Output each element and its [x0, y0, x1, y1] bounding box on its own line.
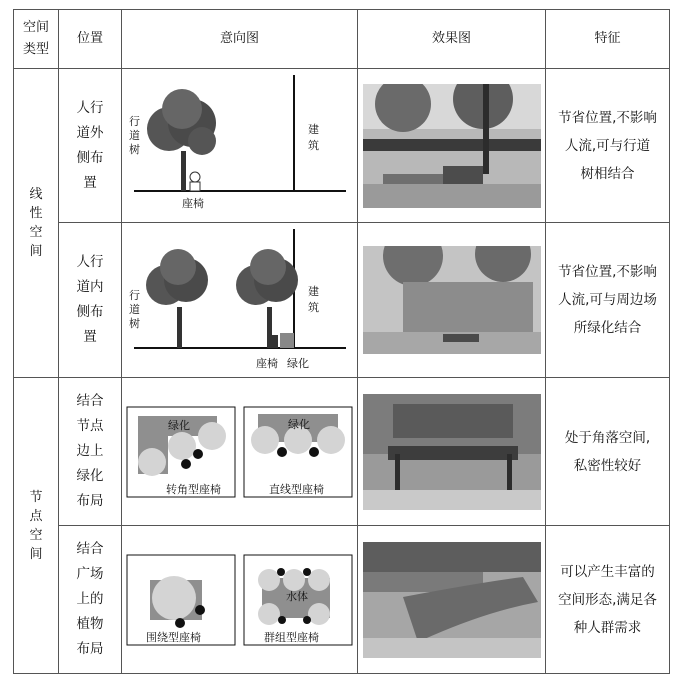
caption-group-seat: 群组型座椅 [263, 630, 319, 644]
position-cell: 结合 广场 上的 植物 布局 [59, 526, 122, 674]
diagram-cell [122, 526, 358, 674]
group-linear-space: 线 性 空 间 [14, 69, 59, 378]
wall-seating-photo [363, 246, 541, 354]
diagram-cell [122, 69, 358, 223]
label-green: 绿化 [286, 357, 309, 370]
square-plant-diagram [124, 552, 356, 648]
header-features: 特征 [546, 10, 670, 69]
feature-cell: 处于角落空间, 私密性较好 [546, 378, 670, 526]
label-building: 建筑 [307, 122, 319, 152]
header-space-type: 空间 类型 [14, 10, 59, 69]
inner-sidewalk-diagram [124, 225, 356, 375]
photo-cell [358, 378, 546, 526]
feature-cell: 节省位置,不影响 人流,可与周边场 所绿化结合 [546, 223, 670, 378]
feature-cell: 可以产生丰富的 空间形态,满足各 种人群需求 [546, 526, 670, 674]
label-building: 建筑 [307, 285, 319, 314]
table-row [14, 223, 670, 378]
position-cell: 结合 节点 边上 绿化 布局 [59, 378, 122, 526]
label-tree: 行道树 [128, 114, 140, 156]
label-seat: 座椅 [255, 357, 278, 370]
caption-linear-seat: 直线型座椅 [268, 482, 324, 496]
bench-photo [363, 394, 541, 510]
diagram-cell [122, 223, 358, 378]
header-row [14, 10, 670, 69]
street-seating-photo [363, 84, 541, 208]
outer-sidewalk-diagram [124, 71, 356, 221]
space-type-table [13, 9, 670, 674]
label-seat: 座椅 [181, 196, 204, 210]
header-effect-image: 效果图 [358, 10, 546, 69]
tree-icon [147, 89, 216, 191]
photo-cell [358, 69, 546, 223]
position-cell: 人行 道内 侧布 置 [59, 223, 122, 378]
diagram-cell [122, 378, 358, 526]
green-block [280, 333, 294, 348]
label-green: 绿化 [167, 418, 190, 432]
table-row [14, 526, 670, 674]
seat-icon [190, 172, 200, 191]
photo-cell [358, 526, 546, 674]
header-position: 位置 [59, 10, 122, 69]
node-green-diagram [124, 404, 356, 500]
position-cell: 人行 道外 侧布 置 [59, 69, 122, 223]
tree-icon [146, 249, 208, 348]
seat-icon [272, 335, 278, 348]
group-node-space: 节 点 空 间 [14, 378, 59, 674]
table-row [14, 378, 670, 526]
feature-cell: 节省位置,不影响 人流,可与行道 树相结合 [546, 69, 670, 223]
table-row [14, 69, 670, 223]
label-water: 水体 [285, 589, 308, 603]
photo-cell [358, 223, 546, 378]
header-concept-diagram: 意向图 [122, 10, 358, 69]
label-tree: 行道树 [128, 289, 140, 330]
planter-bench-photo [363, 542, 541, 658]
caption-surround-seat: 围绕型座椅 [145, 630, 201, 644]
label-green: 绿化 [287, 417, 310, 431]
caption-corner-seat: 转角型座椅 [165, 482, 221, 496]
